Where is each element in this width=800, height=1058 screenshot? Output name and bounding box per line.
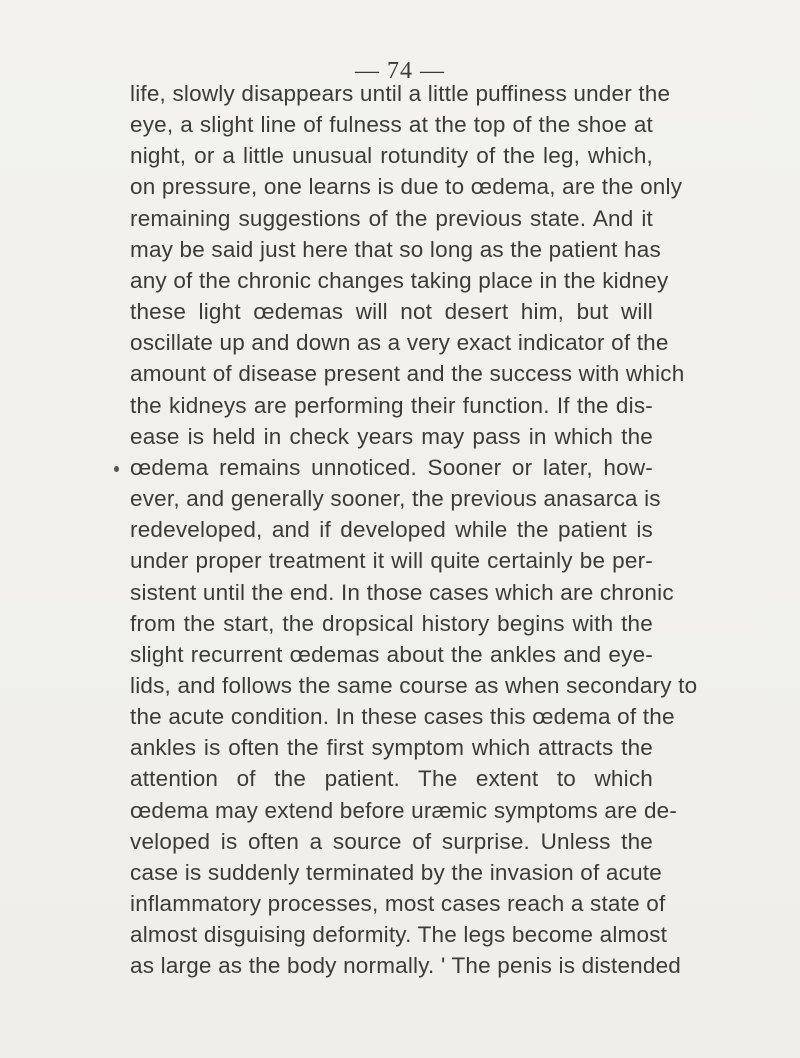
text-line: may be said just here that so long as the patient has <box>130 236 661 262</box>
text-line: ease is held in check years may pass in which the <box>130 423 653 449</box>
text-line: œdema remains unnoticed. Sooner or later, how- <box>130 454 653 480</box>
text-line: any of the chronic changes taking place in the kidney <box>130 267 669 293</box>
text-line: these light œdemas will not desert him, but will <box>130 299 653 325</box>
text-line: eye, a slight line of fulness at the top of the shoe at <box>130 112 653 138</box>
text-line: ever, and generally sooner, the previous anasarca is <box>130 486 661 512</box>
text-line: life, slowly disappears until a little puffiness under the <box>130 81 671 106</box>
text-line: remaining suggestions of the previous state. And it <box>130 205 653 231</box>
text-line: from the start, the dropsical history begins with the <box>130 610 653 636</box>
text-line: under proper treatment it will quite certainly be per- <box>130 548 653 574</box>
text-line: case is suddenly terminated by the invasion of acute <box>130 859 662 885</box>
page-number: — 74 — <box>355 58 445 84</box>
text-line: sistent until the end. In those cases which are chronic <box>130 579 674 605</box>
text-line: night, or a little unusual rotundity of the leg, which, <box>130 143 653 169</box>
text-line: oscillate up and down as a very exact indicator of the <box>130 330 669 356</box>
text-line: lids, and follows the same course as when secondary to <box>130 672 698 698</box>
text-line: amount of disease present and the success with which <box>130 361 685 387</box>
text-line: as large as the body normally. ' The penis is distended <box>130 953 682 979</box>
text-line: œdema may extend before uræmic symptoms are de- <box>130 797 678 823</box>
text-line: almost disguising deformity. The legs become almost <box>130 922 668 948</box>
text-line: redeveloped, and if developed while the patient is <box>130 517 653 543</box>
text-line: inflammatory processes, most cases reach a state of <box>130 891 666 917</box>
text-line: the acute condition. In these cases this œdema of the <box>130 704 675 730</box>
text-line: slight recurrent œdemas about the ankles and eye- <box>130 641 653 667</box>
text-line: veloped is often a source of surprise. Unless the <box>130 828 653 854</box>
body-text <box>130 78 800 982</box>
text-line: attention of the patient. The extent to which <box>130 766 653 792</box>
text-line: ankles is often the first symptom which attracts the <box>130 735 653 761</box>
text-line: on pressure, one learns is due to œdema, are the only <box>130 174 683 200</box>
text-line: the kidneys are performing their function. If the dis- <box>130 392 653 418</box>
ink-speck <box>114 466 119 472</box>
